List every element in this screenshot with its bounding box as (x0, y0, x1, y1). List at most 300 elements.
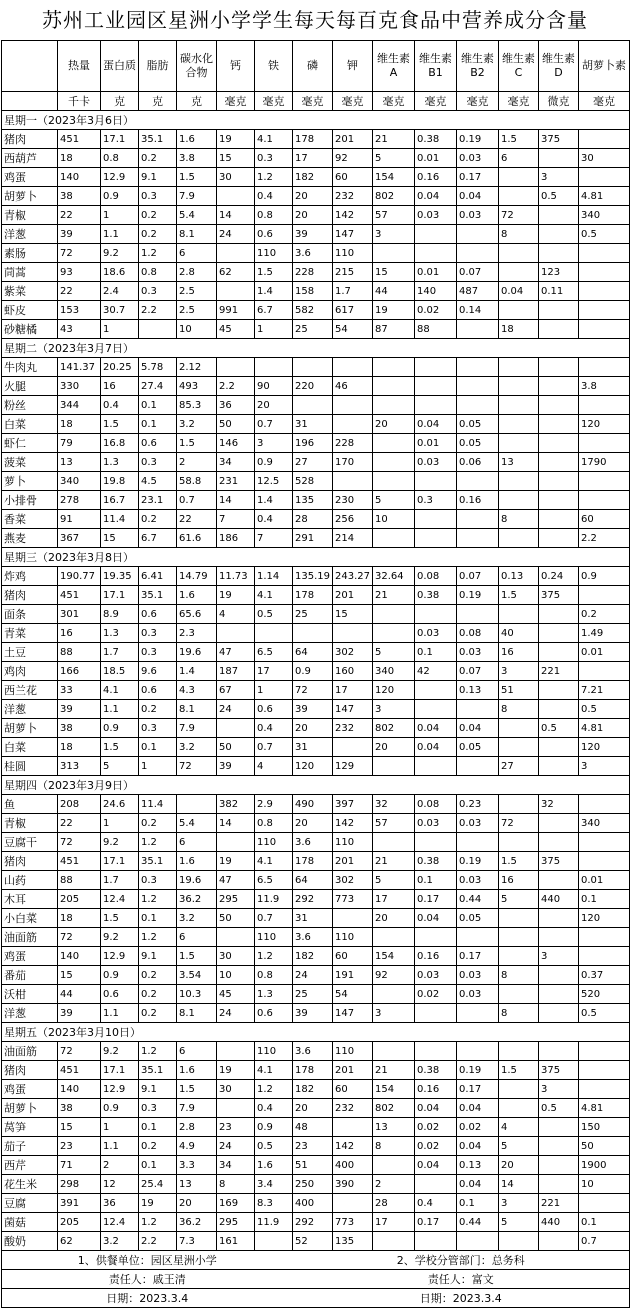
unit-cell: 毫克 (373, 92, 415, 111)
column-header: 钙 (217, 41, 255, 92)
table-cell: 10 (579, 1175, 630, 1194)
table-cell: 20 (293, 814, 333, 833)
table-cell: 2.5 (177, 301, 217, 320)
table-cell: 90 (255, 377, 293, 396)
column-header: 蛋白质 (101, 41, 139, 92)
table-cell: 1.6 (255, 1156, 293, 1175)
table-cell (333, 396, 373, 415)
table-cell: 9.2 (101, 244, 139, 263)
table-cell: 30.7 (101, 301, 139, 320)
table-cell (499, 472, 539, 491)
table-cell: 1.2 (139, 890, 177, 909)
unit-cell: 克 (139, 92, 177, 111)
table-cell: 60 (333, 1080, 373, 1099)
table-cell (539, 149, 579, 168)
table-cell: 25 (293, 985, 333, 1004)
table-cell: 0.02 (457, 1118, 499, 1137)
table-cell: 135.19 (293, 567, 333, 586)
table-cell: 4.1 (255, 1061, 293, 1080)
table-cell: 0.1 (139, 1118, 177, 1137)
table-cell: 67 (217, 681, 255, 700)
table-cell: 1.2 (139, 244, 177, 263)
table-cell: 142 (333, 206, 373, 225)
table-cell: 120 (293, 757, 333, 776)
table-cell: 1.49 (579, 624, 630, 643)
table-cell: 178 (293, 586, 333, 605)
table-cell: 0.1 (139, 909, 177, 928)
table-cell: 451 (58, 130, 101, 149)
food-name: 油面筋 (2, 928, 58, 947)
table-cell: 0.23 (457, 795, 499, 814)
food-name: 菠菜 (2, 453, 58, 472)
table-cell (539, 206, 579, 225)
table-cell (457, 377, 499, 396)
table-cell: 72 (499, 206, 539, 225)
table-cell: 313 (58, 757, 101, 776)
table-cell: 1.6 (177, 852, 217, 871)
table-cell: 302 (333, 643, 373, 662)
table-row (2, 586, 630, 605)
table-cell: 400 (293, 1194, 333, 1213)
table-cell: 17 (293, 149, 333, 168)
table-cell: 48 (293, 1118, 333, 1137)
table-cell: 19.6 (177, 643, 217, 662)
table-cell (539, 1137, 579, 1156)
table-cell: 0.13 (457, 681, 499, 700)
table-cell: 147 (333, 225, 373, 244)
table-row (2, 738, 630, 757)
table-row (2, 1099, 630, 1118)
table-cell: 0.6 (255, 700, 293, 719)
table-cell (539, 643, 579, 662)
table-cell: 23 (217, 1118, 255, 1137)
table-cell: 1 (101, 814, 139, 833)
food-name: 菌菇 (2, 1213, 58, 1232)
table-cell (333, 909, 373, 928)
table-cell: 8.1 (177, 225, 217, 244)
table-cell: 0.04 (457, 187, 499, 206)
table-cell: 0.1 (579, 890, 630, 909)
table-cell: 0.5 (255, 605, 293, 624)
table-cell: 5 (499, 1137, 539, 1156)
table-cell (415, 396, 457, 415)
table-cell (415, 358, 457, 377)
table-cell: 9.1 (139, 168, 177, 187)
table-cell: 6.7 (139, 529, 177, 548)
table-cell (415, 1175, 457, 1194)
food-name: 素肠 (2, 244, 58, 263)
table-cell: 0.01 (415, 149, 457, 168)
food-name: 鱼 (2, 795, 58, 814)
table-cell (539, 358, 579, 377)
table-cell (539, 320, 579, 339)
table-cell (539, 472, 579, 491)
food-name: 炸鸡 (2, 567, 58, 586)
food-name: 土豆 (2, 643, 58, 662)
table-cell: 7.3 (177, 1232, 217, 1251)
table-cell (415, 700, 457, 719)
food-name: 西葫芦 (2, 149, 58, 168)
table-cell (579, 263, 630, 282)
table-cell: 2.2 (579, 529, 630, 548)
table-cell: 0.8 (101, 149, 139, 168)
table-cell: 3.3 (177, 1156, 217, 1175)
table-cell: 43 (58, 320, 101, 339)
table-cell: 5 (373, 491, 415, 510)
table-row (2, 529, 630, 548)
table-cell: 169 (217, 1194, 255, 1213)
table-cell (457, 358, 499, 377)
table-cell: 10 (373, 510, 415, 529)
table-cell: 1.1 (101, 1137, 139, 1156)
table-cell: 2.5 (177, 282, 217, 301)
table-cell: 72 (499, 814, 539, 833)
food-name: 桂圆 (2, 757, 58, 776)
table-cell: 21 (373, 1061, 415, 1080)
table-cell: 451 (58, 1061, 101, 1080)
table-cell: 110 (255, 1042, 293, 1061)
table-cell: 19 (217, 852, 255, 871)
table-cell: 123 (539, 263, 579, 282)
table-cell: 8 (499, 966, 539, 985)
table-cell: 582 (293, 301, 333, 320)
table-cell: 340 (58, 472, 101, 491)
table-cell (579, 282, 630, 301)
table-cell: 340 (579, 814, 630, 833)
table-cell: 208 (58, 795, 101, 814)
day-row (2, 1023, 630, 1042)
table-cell: 2.8 (177, 1118, 217, 1137)
food-name: 紫菜 (2, 282, 58, 301)
table-cell (373, 453, 415, 472)
table-cell: 12.9 (101, 947, 139, 966)
table-cell: 1.7 (101, 643, 139, 662)
table-cell: 4.1 (255, 130, 293, 149)
table-cell: 42 (415, 662, 457, 681)
table-cell: 4.81 (579, 1099, 630, 1118)
table-cell: 8.1 (177, 1004, 217, 1023)
table-cell (579, 795, 630, 814)
table-cell: 12.4 (101, 1213, 139, 1232)
table-cell: 1.2 (255, 168, 293, 187)
table-cell: 0.17 (457, 947, 499, 966)
table-row (2, 1061, 630, 1080)
food-name: 洋葱 (2, 1004, 58, 1023)
table-cell (415, 244, 457, 263)
table-cell: 154 (373, 1080, 415, 1099)
table-cell: 0.3 (139, 453, 177, 472)
table-cell: 92 (373, 966, 415, 985)
table-cell: 205 (58, 890, 101, 909)
unit-cell: 毫克 (579, 92, 630, 111)
table-cell (499, 415, 539, 434)
table-cell: 5 (499, 1213, 539, 1232)
table-cell: 30 (217, 947, 255, 966)
table-cell: 243.27 (333, 567, 373, 586)
table-cell: 0.05 (457, 738, 499, 757)
table-cell: 0.17 (457, 1080, 499, 1099)
table-cell: 1.2 (255, 947, 293, 966)
table-cell: 3 (499, 662, 539, 681)
table-cell (499, 244, 539, 263)
table-cell (217, 624, 255, 643)
column-header: 维生素A (373, 41, 415, 92)
food-name: 西兰花 (2, 681, 58, 700)
table-cell: 50 (217, 415, 255, 434)
table-cell: 228 (293, 263, 333, 282)
table-cell: 215 (333, 263, 373, 282)
table-cell: 178 (293, 130, 333, 149)
table-cell: 39 (217, 757, 255, 776)
food-name: 木耳 (2, 890, 58, 909)
table-row (2, 757, 630, 776)
table-cell: 4 (499, 1118, 539, 1137)
table-cell: 30 (579, 149, 630, 168)
table-row (2, 1080, 630, 1099)
table-cell: 250 (293, 1175, 333, 1194)
table-cell (539, 1232, 579, 1251)
food-name: 虾皮 (2, 301, 58, 320)
table-cell: 27.4 (139, 377, 177, 396)
table-cell: 1.4 (255, 282, 293, 301)
table-cell: 0.19 (457, 852, 499, 871)
table-cell: 20 (293, 1099, 333, 1118)
table-cell (373, 757, 415, 776)
table-cell (539, 1156, 579, 1175)
table-cell: 802 (373, 719, 415, 738)
table-cell: 33 (58, 681, 101, 700)
table-row (2, 833, 630, 852)
table-cell (255, 358, 293, 377)
table-cell: 0.2 (139, 1137, 177, 1156)
table-cell: 400 (333, 1156, 373, 1175)
table-cell: 0.17 (415, 890, 457, 909)
table-cell: 25 (293, 320, 333, 339)
table-cell (217, 358, 255, 377)
table-cell (539, 377, 579, 396)
table-cell: 0.16 (457, 491, 499, 510)
table-cell: 0.04 (457, 1175, 499, 1194)
table-cell: 1.5 (177, 434, 217, 453)
food-name: 猪肉 (2, 586, 58, 605)
table-cell: 3.6 (293, 833, 333, 852)
table-cell (579, 130, 630, 149)
table-cell: 6 (177, 1042, 217, 1061)
food-name: 猪肉 (2, 1061, 58, 1080)
table-cell: 0.2 (139, 510, 177, 529)
table-cell: 24.6 (101, 795, 139, 814)
table-cell: 91 (58, 510, 101, 529)
table-cell: 0.4 (101, 396, 139, 415)
table-cell: 15 (333, 605, 373, 624)
table-cell: 298 (58, 1175, 101, 1194)
table-cell (499, 301, 539, 320)
table-cell: 15 (217, 149, 255, 168)
food-name: 鸡蛋 (2, 168, 58, 187)
table-cell: 51 (499, 681, 539, 700)
table-cell: 178 (293, 1061, 333, 1080)
table-cell: 292 (293, 890, 333, 909)
table-cell: 20 (293, 206, 333, 225)
table-cell (499, 1042, 539, 1061)
table-cell: 40 (499, 624, 539, 643)
table-cell: 12 (101, 1175, 139, 1194)
table-cell: 10.3 (177, 985, 217, 1004)
table-cell: 375 (539, 1061, 579, 1080)
table-cell: 4 (255, 757, 293, 776)
table-cell: 278 (58, 491, 101, 510)
table-cell: 17 (255, 662, 293, 681)
table-cell: 72 (58, 833, 101, 852)
unit-cell: 毫克 (415, 92, 457, 111)
table-cell (539, 738, 579, 757)
table-cell: 3 (373, 700, 415, 719)
table-cell: 330 (58, 377, 101, 396)
table-cell: 0.5 (579, 700, 630, 719)
table-cell: 0.3 (139, 282, 177, 301)
column-header: 维生素B1 (415, 41, 457, 92)
day-label: 星期二（2023年3月7日） (2, 339, 630, 358)
table-cell: 0.04 (457, 1137, 499, 1156)
table-cell: 0.44 (457, 890, 499, 909)
table-cell: 8.3 (255, 1194, 293, 1213)
table-row (2, 1156, 630, 1175)
table-cell: 0.44 (457, 1213, 499, 1232)
food-name: 萝卜 (2, 472, 58, 491)
table-cell: 201 (333, 852, 373, 871)
table-cell: 38 (58, 187, 101, 206)
table-cell: 0.04 (457, 1099, 499, 1118)
table-cell: 19 (217, 1061, 255, 1080)
table-cell: 2.2 (139, 1232, 177, 1251)
table-cell: 0.38 (415, 1061, 457, 1080)
table-cell: 0.4 (255, 719, 293, 738)
table-cell: 0.19 (457, 586, 499, 605)
table-cell: 24 (217, 1137, 255, 1156)
table-row (2, 358, 630, 377)
table-cell: 0.07 (457, 567, 499, 586)
table-cell: 991 (217, 301, 255, 320)
table-cell: 12.9 (101, 168, 139, 187)
table-cell: 12.9 (101, 1080, 139, 1099)
table-cell: 135 (333, 1232, 373, 1251)
table-cell: 38 (58, 1099, 101, 1118)
table-cell: 0.4 (255, 1099, 293, 1118)
table-cell (539, 928, 579, 947)
table-cell: 0.37 (579, 966, 630, 985)
table-cell (499, 263, 539, 282)
table-cell: 6 (499, 149, 539, 168)
table-cell: 17.1 (101, 852, 139, 871)
table-cell: 10 (217, 966, 255, 985)
table-cell: 0.9 (101, 966, 139, 985)
food-name: 番茄 (2, 966, 58, 985)
table-row (2, 985, 630, 1004)
table-cell: 88 (415, 320, 457, 339)
table-row (2, 890, 630, 909)
table-cell: 4.81 (579, 719, 630, 738)
table-cell: 1.5 (499, 852, 539, 871)
table-cell: 88 (58, 643, 101, 662)
food-name: 山药 (2, 871, 58, 890)
table-cell: 1.6 (177, 586, 217, 605)
table-cell (415, 1042, 457, 1061)
table-cell: 52 (293, 1232, 333, 1251)
table-row (2, 662, 630, 681)
table-cell: 0.9 (293, 662, 333, 681)
table-cell: 25 (293, 605, 333, 624)
table-cell: 19 (373, 301, 415, 320)
footer-person-row (2, 1270, 630, 1289)
table-cell: 0.9 (101, 1099, 139, 1118)
table-cell: 6 (177, 833, 217, 852)
table-cell: 11.73 (217, 567, 255, 586)
table-cell (539, 396, 579, 415)
day-label: 星期一（2023年3月6日） (2, 111, 630, 130)
table-cell (373, 624, 415, 643)
table-cell (539, 833, 579, 852)
table-cell (333, 472, 373, 491)
table-cell: 22 (58, 206, 101, 225)
table-cell: 490 (293, 795, 333, 814)
table-cell: 3 (539, 168, 579, 187)
table-cell: 1.1 (101, 700, 139, 719)
table-cell: 230 (333, 491, 373, 510)
table-cell: 0.04 (499, 282, 539, 301)
table-cell: 773 (333, 1213, 373, 1232)
table-cell (579, 491, 630, 510)
table-cell (579, 1061, 630, 1080)
table-cell (415, 833, 457, 852)
table-cell (217, 244, 255, 263)
table-cell: 39 (293, 225, 333, 244)
table-cell (139, 320, 177, 339)
table-cell: 154 (373, 947, 415, 966)
table-cell (415, 1232, 457, 1251)
table-cell: 1.5 (177, 947, 217, 966)
table-cell: 39 (58, 1004, 101, 1023)
table-cell: 3.4 (255, 1175, 293, 1194)
unit-cell: 克 (101, 92, 139, 111)
table-cell: 2.2 (139, 301, 177, 320)
table-cell: 221 (539, 662, 579, 681)
table-cell: 0.8 (255, 966, 293, 985)
footer-left: 责任人：戚王清 (2, 1270, 293, 1289)
food-name: 青菜 (2, 624, 58, 643)
table-cell (333, 1118, 373, 1137)
table-cell: 1.6 (177, 1061, 217, 1080)
table-cell: 5.4 (177, 814, 217, 833)
table-cell (499, 529, 539, 548)
table-cell: 60 (333, 947, 373, 966)
table-cell: 16 (101, 377, 139, 396)
table-cell: 201 (333, 586, 373, 605)
table-cell: 30 (217, 1080, 255, 1099)
table-cell: 146 (217, 434, 255, 453)
table-cell: 19 (217, 586, 255, 605)
food-name: 茼蒿 (2, 263, 58, 282)
footer-right: 2、学校分管部门：总务科 (293, 1251, 630, 1270)
table-cell (579, 358, 630, 377)
table-cell (539, 225, 579, 244)
table-row (2, 814, 630, 833)
table-cell: 0.02 (415, 1137, 457, 1156)
table-cell: 92 (333, 149, 373, 168)
table-cell (373, 396, 415, 415)
table-cell (499, 377, 539, 396)
table-cell (373, 377, 415, 396)
table-cell: 4.1 (255, 586, 293, 605)
